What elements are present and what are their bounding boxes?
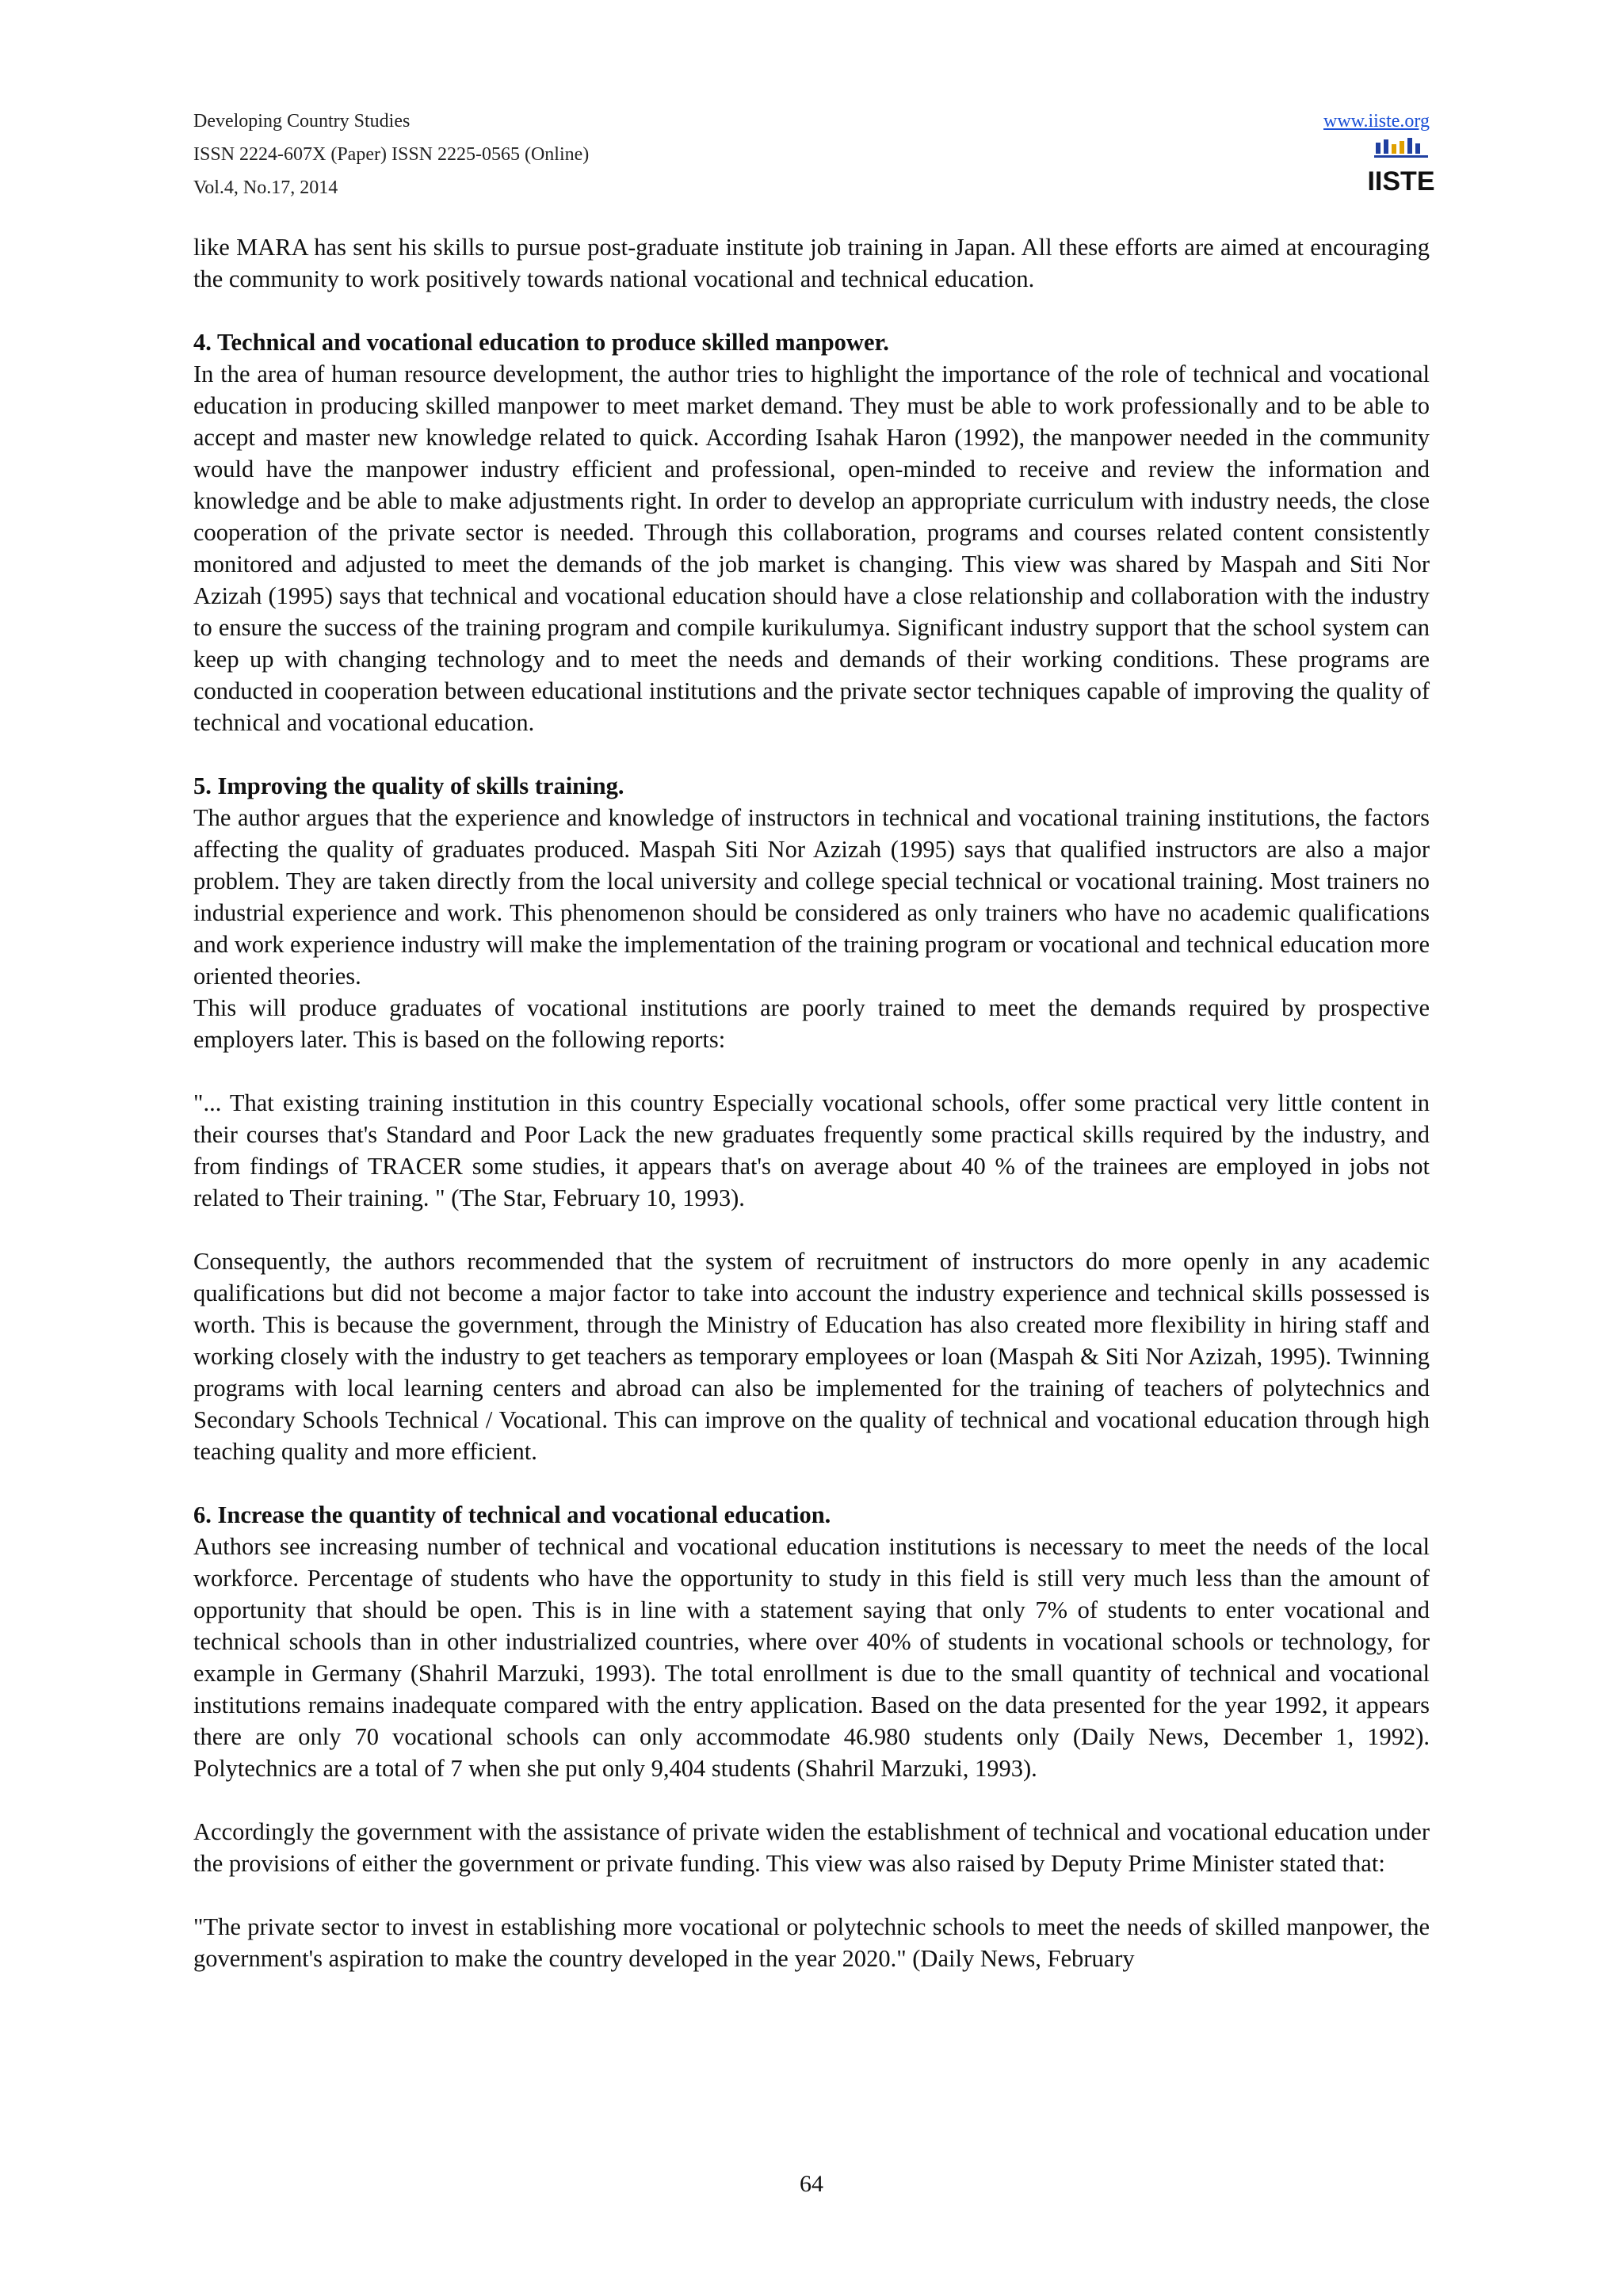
section-5-heading: 5. Improving the quality of skills training. — [193, 772, 624, 799]
article-body — [193, 231, 1430, 1974]
page-footer — [0, 2171, 1623, 2198]
intro-paragraph: like MARA has sent his skills to pursue post-graduate institute job training in Japan. All these efforts are aimed at encouraging the community to work positively towards national vocational and technical education. — [193, 234, 1430, 292]
section-5-paragraph-3: Consequently, the authors recommended that the system of recruitment of instructors do more openly in any academic qualifications but did not become a major factor to take into account the industry experience and technical skills possessed is worth. This is because the government, through the Ministry of Education has also created more flexibility in hiring staff and working closely with the industry to get teachers as temporary employees or loan (Maspah & Siti Nor Azizah, 1995). Twinning programs with local learning centers and abroad can also be implemented for the training of teachers of polytechnics and Secondary Schools Technical / Vocational. This can improve on the quality of technical and vocational education through high teaching quality and more efficient. — [193, 1248, 1430, 1465]
logo-text: IISTE — [1367, 166, 1435, 196]
volume-line: Vol.4, No.17, 2014 — [193, 177, 338, 198]
section-6-paragraph-1: Authors see increasing number of technical and vocational education institutions is necessary to meet the needs of the local workforce. Percentage of students who have the opportunity to study in this field is still very much less than the amount of opportunity that should be open. This is in line with a statement saying that only 7% of students to enter vocational and technical schools than in other industrialized countries, where over 40% of students in vocational schools or technology, for example in Germany (Shahril Marzuki, 1993). The total enrollment is due to the small quantity of technical and vocational institutions remains inadequate compared with the entry application. Based on the data presented for the year 1992, it appears there are only 70 vocational schools can only accommodate 46.980 students only (Daily News, December 1, 1992). Polytechnics are a total of 7 when she put only 9,404 students (Shahril Marzuki, 1993). — [193, 1533, 1430, 1782]
page-header — [193, 105, 1435, 208]
journal-title: Developing Country Studies — [193, 111, 411, 132]
journal-url-link[interactable]: www.iiste.org — [1323, 111, 1430, 132]
section-6-quote: "The private sector to invest in establishing more vocational or polytechnic schools to meet the needs of skilled manpower, the government's aspiration to make the country developed in the year 2020." (Daily News, February — [193, 1913, 1430, 1972]
section-5-quote: "... That existing training institution in this country Especially vocational schools, offer some practical very little content in their courses that's Standard and Poor Lack the new graduates frequently some practical skills required by the industry, and from findings of TRACER some studies, it appears that's on average about 40 % of the trainees are employed in jobs not related to Their training. " (The Star, February 10, 1993). — [193, 1089, 1430, 1211]
iiste-logo — [1367, 136, 1435, 200]
issn-line: ISSN 2224-607X (Paper) ISSN 2225-0565 (Online) — [193, 144, 590, 165]
section-4-paragraph: In the area of human resource development, the author tries to highlight the importance of the role of technical and vocational education in producing skilled manpower to meet market demand. They must be able to work professionally and to be able to accept and master new knowledge related to quick. According Isahak Haron (1992), the manpower needed in the community would have the manpower industry efficient and professional, open-minded to receive and review the information and knowledge and be able to make adjustments right. In order to develop an appropriate curriculum with industry needs, the close cooperation of the private sector is needed. Through this collaboration, programs and courses related content consistently monitored and adjusted to meet the demands of the job market is changing. This view was shared by Maspah and Siti Nor Azizah (1995) says that technical and vocational education should have a close relationship and collaboration with the industry to ensure the success of the training program and compile kurikulumya. Significant industry support that the school system can keep up with changing technology and to meet the needs and demands of their working conditions. These programs are conducted in cooperation between educational institutions and the private sector techniques capable of improving the quality of technical and vocational education. — [193, 360, 1430, 736]
section-4-heading: 4. Technical and vocational education to produce skilled manpower. — [193, 329, 889, 356]
section-5-paragraph-1: The author argues that the experience and knowledge of instructors in technical and vocational training institutions, the factors affecting the quality of graduates produced. Maspah Siti Nor Azizah (1995) says that qualified instructors are also a major problem. They are taken directly from the local university and college special technical or vocational training. Most trainers no industrial experience and work. This phenomenon should be considered as only trainers who have no academic qualifications and work experience industry will make the implementation of the training program or vocational and technical education more oriented theories. — [193, 804, 1430, 990]
section-6-heading: 6. Increase the quantity of technical and vocational education. — [193, 1501, 831, 1528]
section-6-paragraph-2: Accordingly the government with the assistance of private widen the establishment of technical and vocational education under the provisions of either the government or private funding. This view was also raised by Deputy Prime Minister stated that: — [193, 1818, 1430, 1877]
section-5-paragraph-2: This will produce graduates of vocational institutions are poorly trained to meet the demands required by prospective employers later. This is based on the following reports: — [193, 994, 1430, 1053]
header-right — [1323, 105, 1430, 138]
journal-info — [193, 105, 589, 204]
page-number: 64 — [800, 2171, 823, 2197]
